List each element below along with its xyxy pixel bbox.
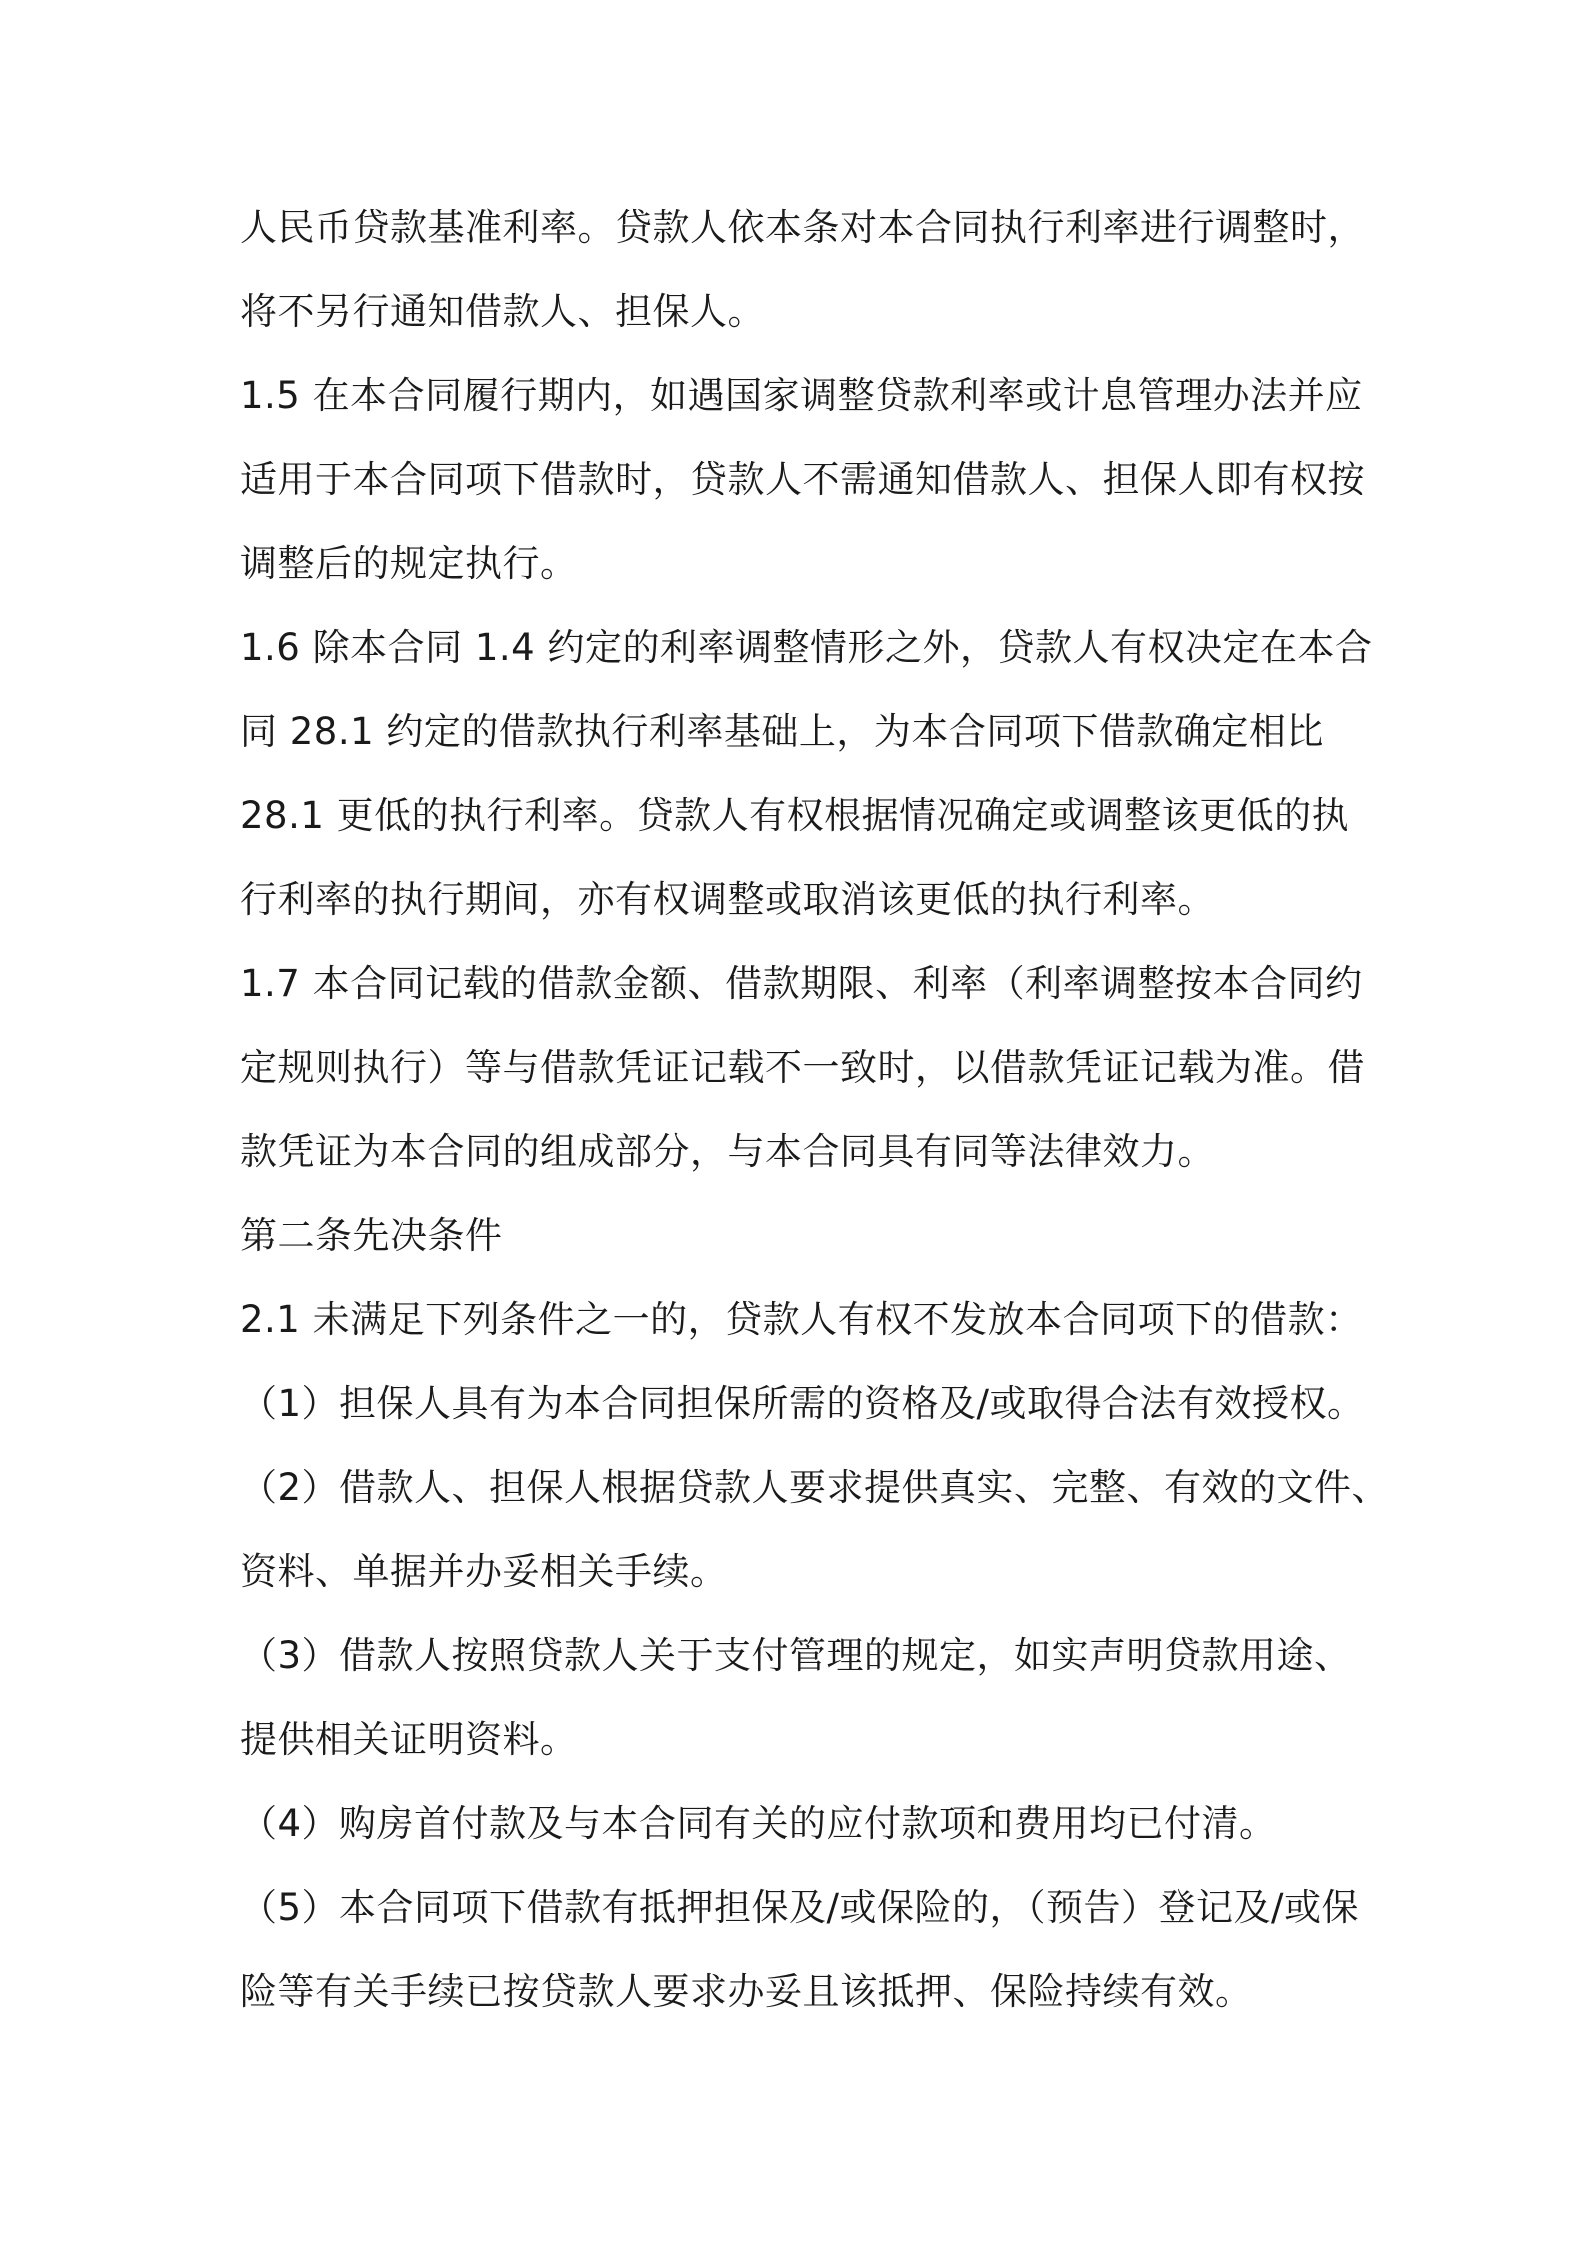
text-line: 同 28.1 约定的借款执行利率基础上，为本合同项下借款确定相比 <box>240 710 1324 753</box>
text-line: 将不另行通知借款人、担保人。 <box>240 290 765 333</box>
list-item: （3）借款人按照贷款人关于支付管理的规定，如实声明贷款用途、 <box>240 1634 1352 1677</box>
list-item: （4）购房首付款及与本合同有关的应付款项和费用均已付清。 <box>240 1802 1277 1845</box>
text-line: 1.7 本合同记载的借款金额、借款期限、利率（利率调整按本合同约 <box>240 962 1363 1005</box>
list-item: （2）借款人、担保人根据贷款人要求提供真实、完整、有效的文件、 <box>240 1466 1390 1509</box>
text-line: 适用于本合同项下借款时，贷款人不需通知借款人、担保人即有权按 <box>240 458 1365 501</box>
text-line: 人民币贷款基准利率。贷款人依本条对本合同执行利率进行调整时， <box>240 206 1365 249</box>
list-item: （1）担保人具有为本合同担保所需的资格及/或取得合法有效授权。 <box>240 1382 1365 1425</box>
text-line: 2.1 未满足下列条件之一的，贷款人有权不发放本合同项下的借款： <box>240 1298 1363 1341</box>
text-line: 调整后的规定执行。 <box>240 542 578 585</box>
text-line: 1.6 除本合同 1.4 约定的利率调整情形之外，贷款人有权决定在本合 <box>240 626 1373 669</box>
text-line: 提供相关证明资料。 <box>240 1718 578 1761</box>
text-line: 行利率的执行期间，亦有权调整或取消该更低的执行利率。 <box>240 878 1215 921</box>
text-line: 定规则执行）等与借款凭证记载不一致时，以借款凭证记载为准。借 <box>240 1046 1365 1089</box>
text-line: 28.1 更低的执行利率。贷款人有权根据情况确定或调整该更低的执 <box>240 794 1350 837</box>
text-line: 1.5 在本合同履行期内，如遇国家调整贷款利率或计息管理办法并应 <box>240 374 1363 417</box>
text-line: 资料、单据并办妥相关手续。 <box>240 1550 728 1593</box>
list-item: （5）本合同项下借款有抵押担保及/或保险的，（预告）登记及/或保 <box>240 1886 1359 1929</box>
text-line: 险等有关手续已按贷款人要求办妥且该抵押、保险持续有效。 <box>240 1970 1253 2013</box>
text-line: 款凭证为本合同的组成部分，与本合同具有同等法律效力。 <box>240 1130 1215 1173</box>
section-heading: 第二条先决条件 <box>240 1214 503 1257</box>
